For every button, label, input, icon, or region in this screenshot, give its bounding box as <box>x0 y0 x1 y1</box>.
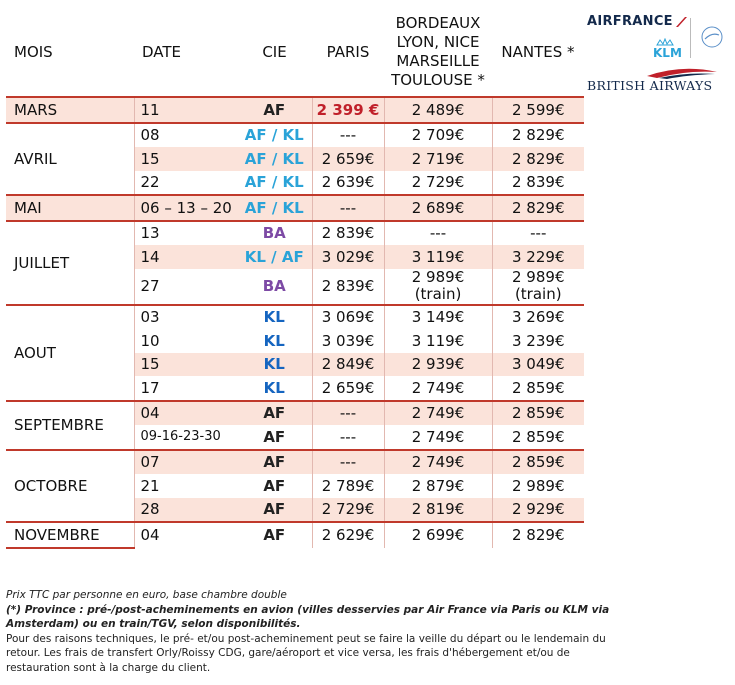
province-price: 2 939€ <box>384 353 492 377</box>
table-row <box>6 401 584 426</box>
nantes-price-note: (train) <box>514 285 562 303</box>
airline-cell: AF / KL <box>244 173 304 192</box>
table-row <box>6 97 584 123</box>
airline-cell: AF <box>237 450 312 475</box>
airline-cell: KL / AF <box>237 245 312 269</box>
paris-price: 2 789€ <box>312 474 384 498</box>
month-cell: NOVEMBRE <box>6 522 134 548</box>
airline-cell: AF <box>263 427 286 446</box>
month-cell: AVRIL <box>6 123 134 196</box>
nantes-price: 2 989€ <box>492 474 584 498</box>
month-cell: JUILLET <box>6 221 134 305</box>
month-cell: MAI <box>6 195 134 221</box>
province-price: 2 729€ <box>384 171 492 196</box>
paris-price: --- <box>312 425 384 450</box>
province-price: 3 119€ <box>384 245 492 269</box>
price-table-wrapper <box>6 8 584 549</box>
date-cell: 21 <box>134 474 237 498</box>
province-price <box>384 269 492 305</box>
nantes-price: 3 269€ <box>492 305 584 330</box>
paris-price: 2 659€ <box>312 147 384 171</box>
date-cell: 17 <box>134 376 237 401</box>
paris-price: 3 029€ <box>312 245 384 269</box>
nantes-price: 2 859€ <box>492 401 584 426</box>
price-table <box>6 8 584 549</box>
paris-price: 2 639€ <box>312 171 384 196</box>
province-price: 2 719€ <box>384 147 492 171</box>
footer-line-1: Prix TTC par personne en euro, base chambre double <box>6 589 287 601</box>
airline-cell: BA <box>262 277 286 295</box>
province-price: 2 749€ <box>384 376 492 401</box>
table-row <box>6 450 584 475</box>
province-price: 2 699€ <box>384 522 492 548</box>
footer-notes <box>6 588 616 675</box>
date-cell: 08 <box>134 123 237 148</box>
skyteam-icon <box>699 24 725 50</box>
nantes-price: 2 829€ <box>492 147 584 171</box>
paris-price: 2 839€ <box>312 269 384 305</box>
date-cell: 04 <box>134 522 237 548</box>
province-price: 2 819€ <box>384 498 492 523</box>
paris-price: 3 039€ <box>312 329 384 353</box>
date-cell: 27 <box>134 269 237 305</box>
footer-line-3: Pour des raisons techniques, le pré- et/ou post-acheminement peut se faire la veille du départ ou le lendemain du retour. Les frais de transfert Orly/Roissy CDG, gare/aéroport et vice versa, les frais d'hébergement et/ou de restauration sont à la charge du client. <box>6 632 606 674</box>
nantes-price-value: 2 989€ <box>512 268 565 286</box>
province-price: 2 749€ <box>384 425 492 450</box>
airline-cell: AF <box>237 522 312 548</box>
airfrance-stripe-icon <box>675 16 687 28</box>
table-body <box>6 97 584 548</box>
nantes-price: --- <box>492 221 584 246</box>
nantes-price: 3 239€ <box>492 329 584 353</box>
airline-cell: AF / KL <box>237 195 312 221</box>
paris-price: --- <box>312 450 384 475</box>
table-row <box>6 221 584 246</box>
province-price: 3 119€ <box>384 329 492 353</box>
province-price: --- <box>384 221 492 246</box>
paris-price: 2 849€ <box>312 353 384 377</box>
logo-divider <box>690 18 691 58</box>
airfrance-logo-text: AIRFRANCE <box>587 14 673 29</box>
table-row <box>6 522 584 548</box>
airline-cell: KL <box>263 378 285 397</box>
klm-logo <box>653 38 682 60</box>
nantes-price: 2 929€ <box>492 498 584 523</box>
airline-logos <box>587 14 727 93</box>
header-nantes: NANTES * <box>501 42 575 61</box>
nantes-price <box>492 269 584 305</box>
date-cell: 28 <box>134 498 237 523</box>
paris-price: --- <box>312 195 384 221</box>
province-price-value: 2 989€ <box>411 268 465 286</box>
header-mois: MOIS <box>14 42 53 61</box>
header-province-line: TOULOUSE * <box>391 71 485 89</box>
province-price: 3 149€ <box>384 305 492 330</box>
airline-cell: KL <box>237 305 312 330</box>
date-cell: 22 <box>134 171 237 196</box>
airline-cell: AF / KL <box>237 123 312 148</box>
month-cell: AOUT <box>6 305 134 401</box>
date-cell: 07 <box>134 450 237 475</box>
paris-price: 2 839€ <box>312 221 384 246</box>
airline-cell: AF <box>263 476 286 495</box>
date-cell: 03 <box>134 305 237 330</box>
nantes-price: 2 859€ <box>492 376 584 401</box>
month-cell: SEPTEMBRE <box>6 401 134 450</box>
date-cell: 14 <box>134 245 237 269</box>
british-airways-logo: BRITISH AIRWAYS <box>587 78 713 93</box>
airline-cell: BA <box>237 221 312 246</box>
province-price: 2 749€ <box>384 401 492 426</box>
nantes-price: 2 859€ <box>492 425 584 450</box>
province-price-note: (train) <box>414 285 462 303</box>
province-price: 2 709€ <box>384 123 492 148</box>
month-cell: MARS <box>6 97 134 123</box>
airline-cell: KL <box>263 331 285 350</box>
header-province <box>384 8 492 97</box>
nantes-price: 2 839€ <box>492 171 584 196</box>
nantes-price: 2 599€ <box>492 97 584 123</box>
paris-price: 2 629€ <box>312 522 384 548</box>
header-date: DATE <box>142 42 182 61</box>
date-cell: 13 <box>134 221 237 246</box>
paris-price-promo: 2 399 € <box>312 97 384 123</box>
date-cell: 15 <box>134 353 237 377</box>
month-cell: OCTOBRE <box>6 450 134 523</box>
date-cell: 09-16-23-30 <box>134 425 237 450</box>
header-province-line: BORDEAUX <box>395 14 481 32</box>
table-row <box>6 195 584 221</box>
date-cell: 15 <box>134 147 237 171</box>
province-price: 2 689€ <box>384 195 492 221</box>
paris-price: 2 729€ <box>312 498 384 523</box>
airline-cell: AF <box>237 401 312 426</box>
paris-price: --- <box>312 123 384 148</box>
nantes-price: 2 829€ <box>492 195 584 221</box>
date-cell: 10 <box>134 329 237 353</box>
table-row <box>6 305 584 330</box>
nantes-price: 2 829€ <box>492 522 584 548</box>
klm-crown-icon <box>655 38 675 46</box>
header-cie: CIE <box>262 42 287 61</box>
header-province-line: LYON, NICE <box>396 33 480 51</box>
province-price: 2 749€ <box>384 450 492 475</box>
paris-price: --- <box>312 401 384 426</box>
nantes-price: 3 229€ <box>492 245 584 269</box>
paris-price: 2 659€ <box>312 376 384 401</box>
footer-line-2: (*) Province : pré-/post-acheminements en avion (villes desservies par Air France via Paris ou KLM via Amsterdam) ou en train/TGV, selon disponibilités. <box>6 603 610 630</box>
province-price: 2 879€ <box>384 474 492 498</box>
date-cell: 06 – 13 – 20 <box>134 195 237 221</box>
table-header-row <box>6 8 584 97</box>
header-province-line: MARSEILLE <box>396 52 480 70</box>
airline-cell: AF <box>237 97 312 123</box>
date-cell: 11 <box>134 97 237 123</box>
province-price: 2 489€ <box>384 97 492 123</box>
date-cell: 04 <box>134 401 237 426</box>
paris-price: 3 069€ <box>312 305 384 330</box>
airline-cell: KL <box>237 353 312 377</box>
nantes-price: 3 049€ <box>492 353 584 377</box>
klm-logo-text: KLM <box>653 46 682 60</box>
nantes-price: 2 829€ <box>492 123 584 148</box>
airline-cell: AF / KL <box>237 147 312 171</box>
header-paris: PARIS <box>326 42 370 61</box>
nantes-price: 2 859€ <box>492 450 584 475</box>
table-row <box>6 123 584 148</box>
airline-cell: AF <box>237 498 312 523</box>
